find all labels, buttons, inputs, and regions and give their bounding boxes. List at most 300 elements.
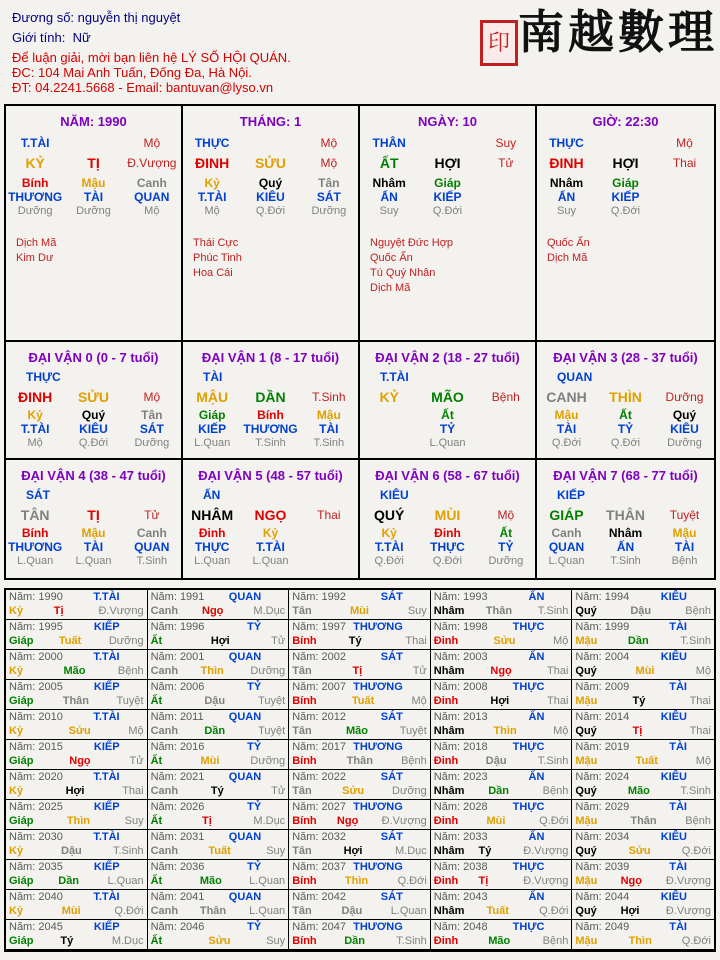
hidden-stem: Mậu bbox=[672, 526, 697, 540]
dai-van-hidden-cycle bbox=[6, 554, 181, 568]
year-star: TÀI bbox=[669, 681, 687, 693]
dai-van-star-row bbox=[380, 488, 535, 502]
dai-van-star: T.TÀI bbox=[380, 370, 409, 384]
year-branch: Thân bbox=[62, 695, 90, 707]
hidden-star: ẤN bbox=[380, 190, 398, 204]
year-label-group bbox=[9, 920, 63, 934]
year-detail bbox=[292, 754, 427, 768]
dai-van-stem: GIÁP bbox=[549, 507, 584, 523]
hidden-star bbox=[477, 422, 535, 436]
year-cell bbox=[148, 770, 290, 800]
year-star: THƯƠNG bbox=[353, 741, 403, 753]
year-number: 2002 bbox=[321, 651, 347, 663]
year-label-group bbox=[151, 650, 205, 664]
year-label: Năm: bbox=[150, 921, 177, 933]
year-detail bbox=[292, 694, 427, 708]
hidden-cycle: Q.Đới bbox=[432, 205, 463, 217]
year-label-group bbox=[9, 710, 63, 724]
year-label: Năm: bbox=[150, 651, 177, 663]
year-star: THƯƠNG bbox=[353, 861, 403, 873]
year-label-group bbox=[151, 860, 205, 874]
year-stem: Đinh bbox=[433, 695, 459, 707]
extra-star: Hoa Cái bbox=[193, 267, 233, 279]
dai-van-stem: NHÂM bbox=[191, 507, 234, 523]
year-header bbox=[434, 830, 569, 844]
hidden-stem bbox=[655, 176, 714, 190]
year-label-group bbox=[9, 680, 63, 694]
year-detail bbox=[9, 694, 144, 708]
year-branch: Mão bbox=[63, 665, 86, 677]
year-cycle: Bệnh bbox=[542, 785, 569, 797]
year-cycle: Mộ bbox=[695, 755, 711, 767]
dai-van-star-row bbox=[203, 488, 358, 502]
hidden-star: KIÊU bbox=[670, 422, 699, 436]
pillar-hidden-stems bbox=[360, 176, 535, 190]
year-header bbox=[292, 770, 427, 784]
dai-van-star: THỰC bbox=[26, 370, 61, 384]
year-stem: Ất bbox=[150, 875, 163, 887]
year-label-group bbox=[151, 830, 205, 844]
year-star: KIÊU bbox=[660, 771, 687, 783]
pillar-star: THỰC bbox=[194, 136, 230, 150]
year-number: 2017 bbox=[321, 741, 347, 753]
year-star: KIÊU bbox=[660, 651, 687, 663]
year-star: THƯƠNG bbox=[353, 681, 403, 693]
year-branch: Dần bbox=[488, 785, 510, 797]
year-cell bbox=[6, 710, 148, 740]
year-cell bbox=[431, 800, 573, 830]
pillar-state: Tử bbox=[498, 156, 514, 170]
year-number: 2028 bbox=[463, 801, 488, 813]
year-label: Năm: bbox=[433, 771, 461, 783]
year-header bbox=[575, 920, 711, 934]
hidden-stem bbox=[300, 526, 358, 540]
year-branch: Hợi bbox=[620, 905, 640, 917]
year-branch: Tuất bbox=[208, 845, 231, 857]
year-branch: Tý bbox=[210, 785, 224, 797]
year-cycle: Q.Đới bbox=[681, 845, 711, 857]
year-branch: Ngọ bbox=[202, 605, 224, 617]
extra-star: Nguyệt Đức Hợp bbox=[370, 237, 454, 249]
year-stem: Mậu bbox=[575, 635, 598, 647]
year-number: 2027 bbox=[321, 801, 347, 813]
year-star: TÀI bbox=[669, 861, 687, 873]
year-number: 2004 bbox=[604, 651, 630, 663]
year-label: Năm: bbox=[9, 741, 36, 753]
hidden-stem: Tân bbox=[318, 176, 340, 190]
dai-van-stem: ĐINH bbox=[18, 389, 53, 405]
pillar-hidden-cycle bbox=[183, 204, 358, 218]
year-cycle: Tuyệt bbox=[116, 695, 144, 707]
year-header bbox=[9, 770, 144, 784]
year-stem: Canh bbox=[150, 785, 179, 797]
year-detail bbox=[9, 784, 144, 798]
year-star: ẤN bbox=[528, 831, 545, 843]
extra-star: Tú Quý Nhân bbox=[370, 267, 436, 279]
hidden-star: ẤN bbox=[557, 190, 576, 204]
hidden-star: QUAN bbox=[134, 190, 170, 204]
hidden-star bbox=[300, 540, 358, 554]
dai-van-7 bbox=[537, 460, 714, 578]
dai-van-stem: KỶ bbox=[379, 389, 399, 405]
year-label: Năm: bbox=[292, 651, 319, 663]
extra-star: Dịch Mã bbox=[547, 252, 588, 264]
year-detail bbox=[575, 934, 711, 948]
year-detail bbox=[151, 814, 286, 828]
year-header bbox=[292, 740, 427, 754]
year-star: SÁT bbox=[380, 771, 403, 783]
year-cell bbox=[6, 680, 148, 710]
year-header bbox=[151, 770, 286, 784]
hidden-stem: Canh bbox=[551, 526, 582, 540]
hidden-cycle: L.Quan bbox=[548, 555, 585, 567]
dai-van-hidden-cycle bbox=[360, 436, 535, 450]
year-branch: Hợi bbox=[490, 695, 510, 707]
pillar-stem: ĐINH bbox=[549, 155, 584, 171]
hidden-star: THƯƠNG bbox=[8, 190, 63, 204]
year-branch: Thìn bbox=[628, 935, 652, 947]
dai-van-branch: NGỌ bbox=[254, 507, 287, 523]
year-branch: Tị bbox=[478, 875, 489, 887]
year-stem: Bính bbox=[292, 935, 317, 947]
year-header bbox=[292, 680, 427, 694]
year-label: Năm: bbox=[575, 591, 602, 603]
year-cycle: Bệnh bbox=[542, 935, 569, 947]
year-label: Năm: bbox=[9, 651, 36, 663]
year-cycle: Tuyệt bbox=[258, 695, 286, 707]
year-label: Năm: bbox=[433, 681, 461, 693]
year-cell bbox=[572, 620, 714, 650]
year-cycle: Q.Đới bbox=[681, 935, 711, 947]
year-label: Năm: bbox=[292, 891, 319, 903]
year-branch: Thìn bbox=[200, 665, 224, 677]
year-cycle: T.Sinh bbox=[680, 635, 711, 647]
year-star: ẤN bbox=[528, 771, 545, 783]
year-cycle: Suy bbox=[266, 845, 286, 857]
year-stem: Đinh bbox=[433, 875, 459, 887]
year-label-group bbox=[151, 920, 205, 934]
year-cell bbox=[6, 650, 148, 680]
dai-van-state: Bệnh bbox=[491, 390, 520, 404]
hidden-cycle bbox=[655, 204, 714, 218]
hidden-cycle: Mộ bbox=[144, 205, 160, 217]
pillar-branch: HỢI bbox=[612, 155, 639, 171]
year-cell bbox=[289, 830, 431, 860]
year-star: KIẾP bbox=[93, 621, 120, 633]
pillar-gap bbox=[596, 136, 655, 150]
year-cycle: Thai bbox=[546, 665, 569, 677]
year-label-group bbox=[575, 710, 629, 724]
extra-star: Phúc Tinh bbox=[193, 252, 242, 264]
year-cycle: M.Dục bbox=[253, 815, 286, 827]
year-stem: Ất bbox=[150, 935, 163, 947]
year-stem: Kỷ bbox=[9, 905, 24, 917]
year-stem: Giáp bbox=[9, 935, 34, 947]
year-label: Năm: bbox=[150, 801, 177, 813]
year-number: 2044 bbox=[604, 891, 630, 903]
year-stem: Đinh bbox=[433, 635, 459, 647]
year-label-group bbox=[292, 920, 346, 934]
year-branch: Dậu bbox=[204, 695, 226, 707]
year-number: 2031 bbox=[179, 831, 205, 843]
pillar-branch: HỢI bbox=[434, 155, 461, 171]
year-detail bbox=[434, 844, 569, 858]
year-cycle: L.Quan bbox=[249, 875, 286, 887]
year-header bbox=[575, 800, 711, 814]
hidden-cycle: Suy bbox=[557, 205, 576, 217]
year-cell bbox=[431, 920, 573, 950]
dai-van-star-row bbox=[557, 370, 714, 384]
pillar-state: Đ.Vượng bbox=[127, 156, 177, 170]
year-header bbox=[575, 620, 711, 634]
year-detail bbox=[434, 904, 569, 918]
hidden-stem bbox=[477, 176, 535, 190]
year-cell bbox=[6, 830, 148, 860]
hidden-star: SÁT bbox=[316, 190, 341, 204]
year-label-group bbox=[575, 620, 629, 634]
year-label-group bbox=[9, 800, 63, 814]
year-stem: Canh bbox=[150, 845, 179, 857]
year-number: 2049 bbox=[604, 921, 630, 933]
year-branch: Mùi bbox=[200, 755, 220, 767]
year-number: 2013 bbox=[463, 711, 488, 723]
year-star: KIÊU bbox=[660, 711, 687, 723]
year-label-group bbox=[9, 590, 63, 604]
year-cell bbox=[289, 710, 431, 740]
year-cell bbox=[6, 800, 148, 830]
year-number: 2010 bbox=[38, 711, 63, 723]
year-detail bbox=[575, 904, 711, 918]
year-number: 2032 bbox=[321, 831, 347, 843]
year-header bbox=[151, 860, 286, 874]
year-branch: Dậu bbox=[485, 755, 507, 767]
year-detail bbox=[151, 904, 286, 918]
pillar-hidden-stems bbox=[6, 176, 181, 190]
year-label-group bbox=[292, 800, 346, 814]
hidden-stem bbox=[360, 408, 418, 422]
year-detail bbox=[9, 844, 144, 858]
year-header bbox=[151, 830, 286, 844]
year-branch: Tuất bbox=[486, 905, 509, 917]
year-stem: Giáp bbox=[9, 815, 34, 827]
year-branch: Sửu bbox=[342, 785, 365, 797]
year-branch: Thân bbox=[346, 755, 373, 767]
year-cell bbox=[431, 890, 573, 920]
year-label: Năm: bbox=[9, 591, 36, 603]
year-number: 2026 bbox=[179, 801, 205, 813]
year-number: 1992 bbox=[321, 591, 347, 603]
year-label-group bbox=[575, 770, 629, 784]
year-number: 2034 bbox=[604, 831, 630, 843]
year-label: Năm: bbox=[433, 711, 461, 723]
year-branch: Thân bbox=[630, 815, 657, 827]
year-label-group bbox=[9, 830, 63, 844]
year-header bbox=[151, 590, 286, 604]
year-cycle: Q.Đới bbox=[397, 875, 427, 887]
gender-line bbox=[12, 30, 91, 45]
year-stem: Ất bbox=[150, 815, 163, 827]
year-number: 1995 bbox=[38, 621, 63, 633]
year-detail bbox=[575, 604, 711, 618]
pillar-hidden-stems bbox=[537, 176, 714, 190]
year-cycle: Mộ bbox=[553, 635, 569, 647]
year-stem: Kỷ bbox=[9, 845, 24, 857]
year-branch: Sửu bbox=[493, 635, 516, 647]
year-number: 1999 bbox=[604, 621, 630, 633]
year-number: 2005 bbox=[38, 681, 63, 693]
year-branch: Thân bbox=[485, 605, 513, 617]
pillar-branch: TỊ bbox=[87, 155, 100, 171]
hidden-cycle bbox=[300, 554, 358, 568]
year-cycle: L.Quan bbox=[249, 905, 286, 917]
year-star: THỰC bbox=[512, 681, 545, 693]
year-label-group bbox=[575, 920, 629, 934]
year-star: KIÊU bbox=[660, 831, 687, 843]
hidden-star: TỶ bbox=[439, 422, 456, 436]
year-star: TỶ bbox=[247, 681, 262, 693]
year-cycle: Mộ bbox=[411, 695, 427, 707]
year-cell bbox=[289, 740, 431, 770]
year-number: 2023 bbox=[463, 771, 488, 783]
dai-van-hidden-stars bbox=[360, 540, 535, 554]
hidden-cycle: L.Quan bbox=[429, 437, 466, 449]
dai-van-star-row bbox=[203, 370, 358, 384]
year-star: T.TÀI bbox=[93, 591, 120, 603]
year-cell bbox=[6, 920, 148, 950]
year-cell bbox=[289, 680, 431, 710]
year-cycle: T.Sinh bbox=[537, 755, 569, 767]
year-label: Năm: bbox=[433, 591, 461, 603]
dai-van-stem: QUÝ bbox=[373, 507, 405, 523]
year-cell bbox=[572, 890, 714, 920]
year-label: Năm: bbox=[150, 861, 177, 873]
hidden-star: KIÊU bbox=[256, 190, 285, 204]
header bbox=[0, 0, 720, 100]
pillar-state: Mộ bbox=[320, 156, 338, 170]
year-stem: Quý bbox=[575, 905, 597, 917]
year-header bbox=[292, 590, 427, 604]
year-stem: Ất bbox=[150, 635, 163, 647]
year-number: 2030 bbox=[38, 831, 63, 843]
year-label-group bbox=[9, 770, 63, 784]
year-number: 2047 bbox=[321, 921, 347, 933]
year-cycle: Dưỡng bbox=[250, 665, 286, 677]
dai-van-stem-branch bbox=[537, 506, 714, 524]
year-label-group bbox=[151, 710, 204, 724]
hidden-cycle: Suy bbox=[379, 205, 399, 217]
year-number: 2007 bbox=[321, 681, 347, 693]
hidden-star: KIẾP bbox=[198, 422, 227, 436]
year-cell bbox=[148, 680, 290, 710]
year-stem: Mậu bbox=[575, 695, 598, 707]
hidden-stem: Đinh bbox=[434, 526, 461, 540]
hidden-cycle: Q.Đới bbox=[610, 437, 641, 449]
year-branch: Ngọ bbox=[620, 875, 642, 887]
year-branch: Mùi bbox=[486, 815, 506, 827]
hidden-stem: Giáp bbox=[612, 176, 639, 190]
hidden-cycle bbox=[477, 204, 535, 218]
year-label-group bbox=[434, 650, 488, 664]
hidden-star: THỰC bbox=[430, 540, 465, 554]
year-star: KIẾP bbox=[93, 801, 120, 813]
extra-star: Thái Cực bbox=[193, 237, 239, 249]
hidden-stem: Kỷ bbox=[381, 526, 397, 540]
year-stem: Đinh bbox=[433, 935, 459, 947]
year-header bbox=[434, 770, 569, 784]
hidden-star: T.TÀI bbox=[256, 540, 285, 554]
year-star: SÁT bbox=[380, 591, 403, 603]
year-stem: Nhâm bbox=[433, 725, 465, 737]
year-number: 1996 bbox=[179, 621, 205, 633]
year-label: Năm: bbox=[9, 861, 36, 873]
year-star: T.TÀI bbox=[93, 831, 120, 843]
dai-van-star: ẤN bbox=[203, 488, 221, 502]
year-number: 2016 bbox=[179, 741, 205, 753]
year-stem: Quý bbox=[575, 785, 597, 797]
logo-calligraphy: 南越數理 bbox=[518, 5, 718, 59]
year-stem: Nhâm bbox=[433, 845, 465, 857]
hidden-star: TÀI bbox=[319, 422, 339, 436]
year-branch: Mão bbox=[488, 935, 511, 947]
hidden-star: TỶ bbox=[498, 540, 514, 554]
hidden-stem: Quý bbox=[81, 408, 106, 422]
year-label: Năm: bbox=[433, 861, 461, 873]
year-cell bbox=[289, 890, 431, 920]
year-detail bbox=[434, 664, 569, 678]
year-header bbox=[434, 920, 569, 934]
year-detail bbox=[9, 814, 144, 828]
pillar-state: Thai bbox=[672, 156, 697, 170]
hidden-stem: Canh bbox=[136, 526, 167, 540]
year-star: ẤN bbox=[528, 651, 545, 663]
year-detail bbox=[292, 634, 427, 648]
year-label: Năm: bbox=[575, 771, 602, 783]
year-number: 1997 bbox=[321, 621, 347, 633]
dai-van-branch: MÙI bbox=[434, 507, 461, 523]
year-branch: Thìn bbox=[66, 815, 91, 827]
hidden-cycle bbox=[360, 436, 418, 450]
pillar-stem-branch bbox=[360, 154, 535, 172]
year-star: ẤN bbox=[528, 591, 545, 603]
year-stem: Quý bbox=[575, 725, 597, 737]
year-number: 2025 bbox=[38, 801, 63, 813]
year-detail bbox=[575, 874, 711, 888]
hidden-cycle: Q.Đới bbox=[551, 437, 582, 449]
year-label-group bbox=[9, 860, 63, 874]
year-number: 1991 bbox=[179, 591, 205, 603]
year-star: TỶ bbox=[247, 801, 262, 813]
extra-star: Quốc Ấn bbox=[547, 237, 590, 249]
hidden-stem: Quý bbox=[258, 176, 283, 190]
year-branch: Tuất bbox=[351, 695, 375, 707]
hidden-stem bbox=[477, 408, 535, 422]
year-detail bbox=[292, 664, 427, 678]
year-label-group bbox=[151, 740, 205, 754]
year-label: Năm: bbox=[433, 891, 461, 903]
year-number: 2021 bbox=[179, 771, 205, 783]
hidden-stem: Tân bbox=[141, 408, 163, 422]
dai-van-stem: TÂN bbox=[20, 507, 50, 523]
year-label: Năm: bbox=[292, 801, 319, 813]
year-cell bbox=[431, 860, 573, 890]
year-stem: Kỷ bbox=[9, 785, 24, 797]
hidden-stem: Ất bbox=[441, 408, 454, 422]
name-label: Đương số: bbox=[12, 10, 75, 25]
year-cell bbox=[148, 890, 290, 920]
year-branch: Mùi bbox=[61, 905, 81, 917]
dai-van-state: Dưỡng bbox=[665, 390, 704, 404]
year-detail bbox=[151, 604, 286, 618]
